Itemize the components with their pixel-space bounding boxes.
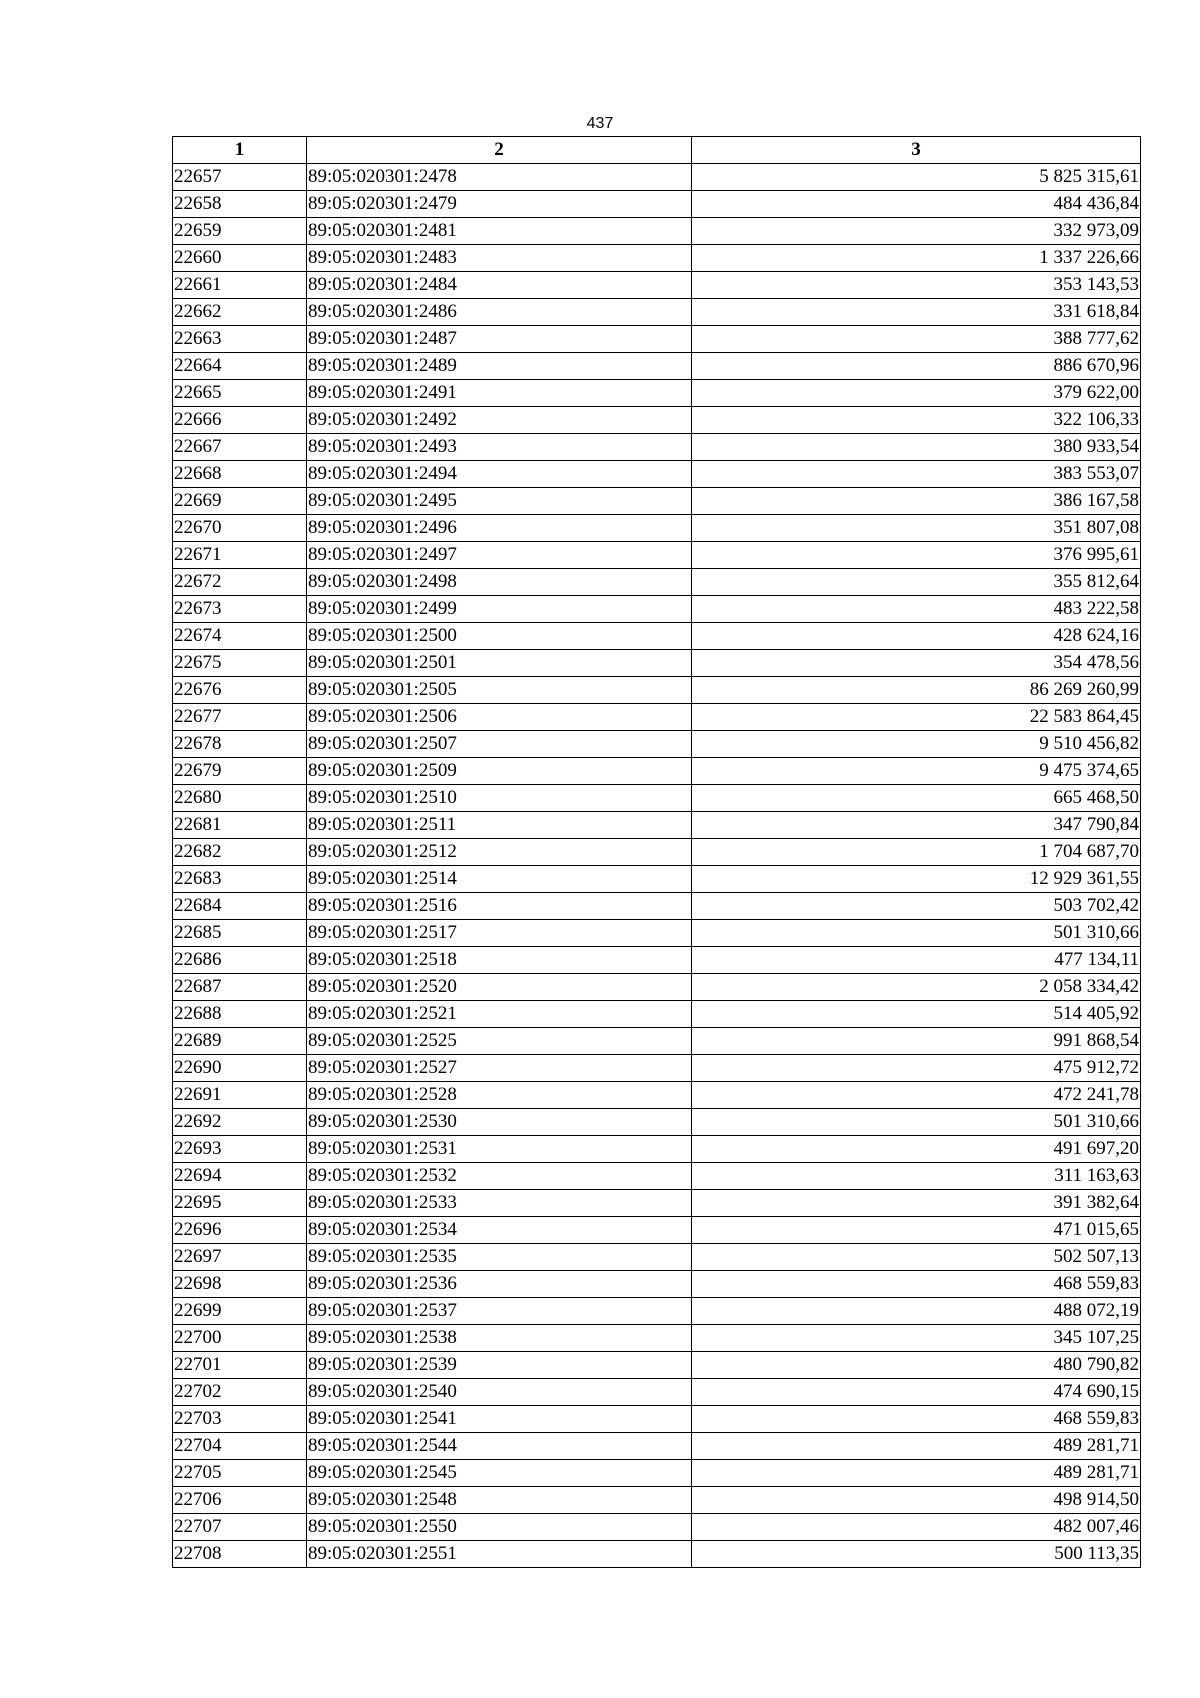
table-row — [173, 731, 1141, 758]
table-row — [173, 1001, 1141, 1028]
table-row — [173, 1028, 1141, 1055]
row-number-cell: 22708 — [173, 1541, 307, 1568]
row-number-cell: 22704 — [173, 1433, 307, 1460]
value-cell: 484 436,84 — [692, 191, 1141, 218]
value-cell: 388 777,62 — [692, 326, 1141, 353]
value-cell: 475 912,72 — [692, 1055, 1141, 1082]
table-row — [173, 785, 1141, 812]
table-row — [173, 272, 1141, 299]
column-header-3: 3 — [692, 137, 1141, 164]
value-cell: 514 405,92 — [692, 1001, 1141, 1028]
row-number-cell: 22662 — [173, 299, 307, 326]
cadastral-number-cell: 89:05:020301:2487 — [307, 326, 692, 353]
table-row — [173, 650, 1141, 677]
value-cell: 991 868,54 — [692, 1028, 1141, 1055]
cadastral-number-cell: 89:05:020301:2497 — [307, 542, 692, 569]
value-cell: 379 622,00 — [692, 380, 1141, 407]
row-number-cell: 22684 — [173, 893, 307, 920]
cadastral-number-cell: 89:05:020301:2491 — [307, 380, 692, 407]
row-number-cell: 22657 — [173, 164, 307, 191]
table-row — [173, 1379, 1141, 1406]
cadastral-number-cell: 89:05:020301:2541 — [307, 1406, 692, 1433]
value-cell: 477 134,11 — [692, 947, 1141, 974]
row-number-cell: 22669 — [173, 488, 307, 515]
cadastral-number-cell: 89:05:020301:2537 — [307, 1298, 692, 1325]
row-number-cell: 22688 — [173, 1001, 307, 1028]
table-row — [173, 677, 1141, 704]
page-number: 437 — [586, 115, 614, 132]
table-row — [173, 1136, 1141, 1163]
table-row — [173, 515, 1141, 542]
value-cell: 5 825 315,61 — [692, 164, 1141, 191]
row-number-cell: 22699 — [173, 1298, 307, 1325]
table-row — [173, 893, 1141, 920]
value-cell: 665 468,50 — [692, 785, 1141, 812]
cadastral-number-cell: 89:05:020301:2536 — [307, 1271, 692, 1298]
header-row — [173, 137, 1141, 164]
cadastral-number-cell: 89:05:020301:2538 — [307, 1325, 692, 1352]
row-number-cell: 22701 — [173, 1352, 307, 1379]
row-number-cell: 22659 — [173, 218, 307, 245]
table-row — [173, 407, 1141, 434]
row-number-cell: 22690 — [173, 1055, 307, 1082]
row-number-cell: 22678 — [173, 731, 307, 758]
cadastral-number-cell: 89:05:020301:2499 — [307, 596, 692, 623]
cadastral-number-cell: 89:05:020301:2479 — [307, 191, 692, 218]
row-number-cell: 22683 — [173, 866, 307, 893]
cadastral-number-cell: 89:05:020301:2535 — [307, 1244, 692, 1271]
table-row — [173, 704, 1141, 731]
table-row — [173, 1514, 1141, 1541]
column-header-2: 2 — [307, 137, 692, 164]
table-row — [173, 947, 1141, 974]
table-row — [173, 623, 1141, 650]
value-cell: 488 072,19 — [692, 1298, 1141, 1325]
cadastral-number-cell: 89:05:020301:2478 — [307, 164, 692, 191]
value-cell: 9 475 374,65 — [692, 758, 1141, 785]
table-row — [173, 812, 1141, 839]
table-row — [173, 1055, 1141, 1082]
value-cell: 1 337 226,66 — [692, 245, 1141, 272]
table-row — [173, 1487, 1141, 1514]
cadastral-number-cell: 89:05:020301:2532 — [307, 1163, 692, 1190]
value-cell: 489 281,71 — [692, 1460, 1141, 1487]
table-row — [173, 1352, 1141, 1379]
value-cell: 502 507,13 — [692, 1244, 1141, 1271]
row-number-cell: 22674 — [173, 623, 307, 650]
value-cell: 428 624,16 — [692, 623, 1141, 650]
row-number-cell: 22703 — [173, 1406, 307, 1433]
cadastral-number-cell: 89:05:020301:2505 — [307, 677, 692, 704]
row-number-cell: 22658 — [173, 191, 307, 218]
cadastral-number-cell: 89:05:020301:2516 — [307, 893, 692, 920]
cadastral-number-cell: 89:05:020301:2498 — [307, 569, 692, 596]
row-number-cell: 22668 — [173, 461, 307, 488]
value-cell: 22 583 864,45 — [692, 704, 1141, 731]
table-row — [173, 974, 1141, 1001]
value-cell: 489 281,71 — [692, 1433, 1141, 1460]
cadastral-number-cell: 89:05:020301:2481 — [307, 218, 692, 245]
table-row — [173, 245, 1141, 272]
row-number-cell: 22691 — [173, 1082, 307, 1109]
table-row — [173, 1217, 1141, 1244]
table-row — [173, 1271, 1141, 1298]
row-number-cell: 22697 — [173, 1244, 307, 1271]
row-number-cell: 22671 — [173, 542, 307, 569]
cadastral-number-cell: 89:05:020301:2492 — [307, 407, 692, 434]
cadastral-number-cell: 89:05:020301:2484 — [307, 272, 692, 299]
cadastral-number-cell: 89:05:020301:2511 — [307, 812, 692, 839]
table-row — [173, 758, 1141, 785]
value-cell: 1 704 687,70 — [692, 839, 1141, 866]
value-cell: 472 241,78 — [692, 1082, 1141, 1109]
value-cell: 12 929 361,55 — [692, 866, 1141, 893]
value-cell: 474 690,15 — [692, 1379, 1141, 1406]
table-row — [173, 299, 1141, 326]
cadastral-number-cell: 89:05:020301:2531 — [307, 1136, 692, 1163]
cadastral-number-cell: 89:05:020301:2496 — [307, 515, 692, 542]
table-row — [173, 164, 1141, 191]
table-row — [173, 542, 1141, 569]
table-row — [173, 218, 1141, 245]
row-number-cell: 22666 — [173, 407, 307, 434]
table-header — [173, 137, 1141, 164]
cadastral-number-cell: 89:05:020301:2551 — [307, 1541, 692, 1568]
table-row — [173, 434, 1141, 461]
cadastral-number-cell: 89:05:020301:2506 — [307, 704, 692, 731]
table-row — [173, 1298, 1141, 1325]
cadastral-number-cell: 89:05:020301:2533 — [307, 1190, 692, 1217]
row-number-cell: 22702 — [173, 1379, 307, 1406]
row-number-cell: 22705 — [173, 1460, 307, 1487]
table-row — [173, 461, 1141, 488]
column-header-1: 1 — [173, 137, 307, 164]
row-number-cell: 22695 — [173, 1190, 307, 1217]
value-cell: 503 702,42 — [692, 893, 1141, 920]
row-number-cell: 22685 — [173, 920, 307, 947]
value-cell: 353 143,53 — [692, 272, 1141, 299]
row-number-cell: 22675 — [173, 650, 307, 677]
row-number-cell: 22667 — [173, 434, 307, 461]
table-row — [173, 1325, 1141, 1352]
value-cell: 886 670,96 — [692, 353, 1141, 380]
cadastral-number-cell: 89:05:020301:2483 — [307, 245, 692, 272]
table-row — [173, 1190, 1141, 1217]
value-cell: 331 618,84 — [692, 299, 1141, 326]
table-row — [173, 353, 1141, 380]
value-cell: 501 310,66 — [692, 1109, 1141, 1136]
value-cell: 354 478,56 — [692, 650, 1141, 677]
row-number-cell: 22698 — [173, 1271, 307, 1298]
table-row — [173, 488, 1141, 515]
value-cell: 351 807,08 — [692, 515, 1141, 542]
data-table — [172, 136, 1141, 1568]
table-row — [173, 1406, 1141, 1433]
row-number-cell: 22676 — [173, 677, 307, 704]
value-cell: 386 167,58 — [692, 488, 1141, 515]
value-cell: 380 933,54 — [692, 434, 1141, 461]
row-number-cell: 22681 — [173, 812, 307, 839]
row-number-cell: 22665 — [173, 380, 307, 407]
cadastral-number-cell: 89:05:020301:2517 — [307, 920, 692, 947]
cadastral-number-cell: 89:05:020301:2550 — [307, 1514, 692, 1541]
row-number-cell: 22689 — [173, 1028, 307, 1055]
row-number-cell: 22706 — [173, 1487, 307, 1514]
value-cell: 9 510 456,82 — [692, 731, 1141, 758]
cadastral-number-cell: 89:05:020301:2521 — [307, 1001, 692, 1028]
row-number-cell: 22660 — [173, 245, 307, 272]
value-cell: 483 222,58 — [692, 596, 1141, 623]
cadastral-number-cell: 89:05:020301:2494 — [307, 461, 692, 488]
value-cell: 500 113,35 — [692, 1541, 1141, 1568]
value-cell: 86 269 260,99 — [692, 677, 1141, 704]
cadastral-number-cell: 89:05:020301:2493 — [307, 434, 692, 461]
value-cell: 322 106,33 — [692, 407, 1141, 434]
value-cell: 480 790,82 — [692, 1352, 1141, 1379]
cadastral-number-cell: 89:05:020301:2539 — [307, 1352, 692, 1379]
table-row — [173, 1460, 1141, 1487]
value-cell: 2 058 334,42 — [692, 974, 1141, 1001]
cadastral-number-cell: 89:05:020301:2518 — [307, 947, 692, 974]
table-row — [173, 1541, 1141, 1568]
table-row — [173, 596, 1141, 623]
row-number-cell: 22707 — [173, 1514, 307, 1541]
row-number-cell: 22700 — [173, 1325, 307, 1352]
cadastral-number-cell: 89:05:020301:2528 — [307, 1082, 692, 1109]
cadastral-number-cell: 89:05:020301:2525 — [307, 1028, 692, 1055]
table-body — [173, 164, 1141, 1568]
table-row — [173, 839, 1141, 866]
row-number-cell: 22687 — [173, 974, 307, 1001]
value-cell: 391 382,64 — [692, 1190, 1141, 1217]
cadastral-number-cell: 89:05:020301:2544 — [307, 1433, 692, 1460]
table-row — [173, 1163, 1141, 1190]
table-row — [173, 191, 1141, 218]
cadastral-number-cell: 89:05:020301:2507 — [307, 731, 692, 758]
value-cell: 482 007,46 — [692, 1514, 1141, 1541]
cadastral-number-cell: 89:05:020301:2495 — [307, 488, 692, 515]
value-cell: 345 107,25 — [692, 1325, 1141, 1352]
cadastral-number-cell: 89:05:020301:2540 — [307, 1379, 692, 1406]
row-number-cell: 22682 — [173, 839, 307, 866]
row-number-cell: 22677 — [173, 704, 307, 731]
table-row — [173, 326, 1141, 353]
cadastral-number-cell: 89:05:020301:2520 — [307, 974, 692, 1001]
row-number-cell: 22663 — [173, 326, 307, 353]
cadastral-number-cell: 89:05:020301:2500 — [307, 623, 692, 650]
table-row — [173, 380, 1141, 407]
table-row — [173, 1082, 1141, 1109]
value-cell: 311 163,63 — [692, 1163, 1141, 1190]
cadastral-number-cell: 89:05:020301:2548 — [307, 1487, 692, 1514]
row-number-cell: 22692 — [173, 1109, 307, 1136]
cadastral-number-cell: 89:05:020301:2501 — [307, 650, 692, 677]
row-number-cell: 22696 — [173, 1217, 307, 1244]
row-number-cell: 22670 — [173, 515, 307, 542]
value-cell: 332 973,09 — [692, 218, 1141, 245]
cadastral-number-cell: 89:05:020301:2489 — [307, 353, 692, 380]
value-cell: 491 697,20 — [692, 1136, 1141, 1163]
value-cell: 376 995,61 — [692, 542, 1141, 569]
cadastral-number-cell: 89:05:020301:2530 — [307, 1109, 692, 1136]
row-number-cell: 22693 — [173, 1136, 307, 1163]
cadastral-number-cell: 89:05:020301:2545 — [307, 1460, 692, 1487]
row-number-cell: 22694 — [173, 1163, 307, 1190]
row-number-cell: 22673 — [173, 596, 307, 623]
cadastral-number-cell: 89:05:020301:2512 — [307, 839, 692, 866]
value-cell: 501 310,66 — [692, 920, 1141, 947]
cadastral-number-cell: 89:05:020301:2486 — [307, 299, 692, 326]
row-number-cell: 22686 — [173, 947, 307, 974]
value-cell: 468 559,83 — [692, 1271, 1141, 1298]
row-number-cell: 22679 — [173, 758, 307, 785]
table-row — [173, 866, 1141, 893]
table-row — [173, 569, 1141, 596]
cadastral-number-cell: 89:05:020301:2509 — [307, 758, 692, 785]
value-cell: 347 790,84 — [692, 812, 1141, 839]
value-cell: 498 914,50 — [692, 1487, 1141, 1514]
cadastral-number-cell: 89:05:020301:2510 — [307, 785, 692, 812]
value-cell: 468 559,83 — [692, 1406, 1141, 1433]
value-cell: 355 812,64 — [692, 569, 1141, 596]
table-row — [173, 1433, 1141, 1460]
table-row — [173, 1244, 1141, 1271]
value-cell: 383 553,07 — [692, 461, 1141, 488]
cadastral-number-cell: 89:05:020301:2527 — [307, 1055, 692, 1082]
table-row — [173, 920, 1141, 947]
cadastral-number-cell: 89:05:020301:2534 — [307, 1217, 692, 1244]
row-number-cell: 22672 — [173, 569, 307, 596]
value-cell: 471 015,65 — [692, 1217, 1141, 1244]
row-number-cell: 22661 — [173, 272, 307, 299]
table-row — [173, 1109, 1141, 1136]
row-number-cell: 22680 — [173, 785, 307, 812]
row-number-cell: 22664 — [173, 353, 307, 380]
cadastral-number-cell: 89:05:020301:2514 — [307, 866, 692, 893]
